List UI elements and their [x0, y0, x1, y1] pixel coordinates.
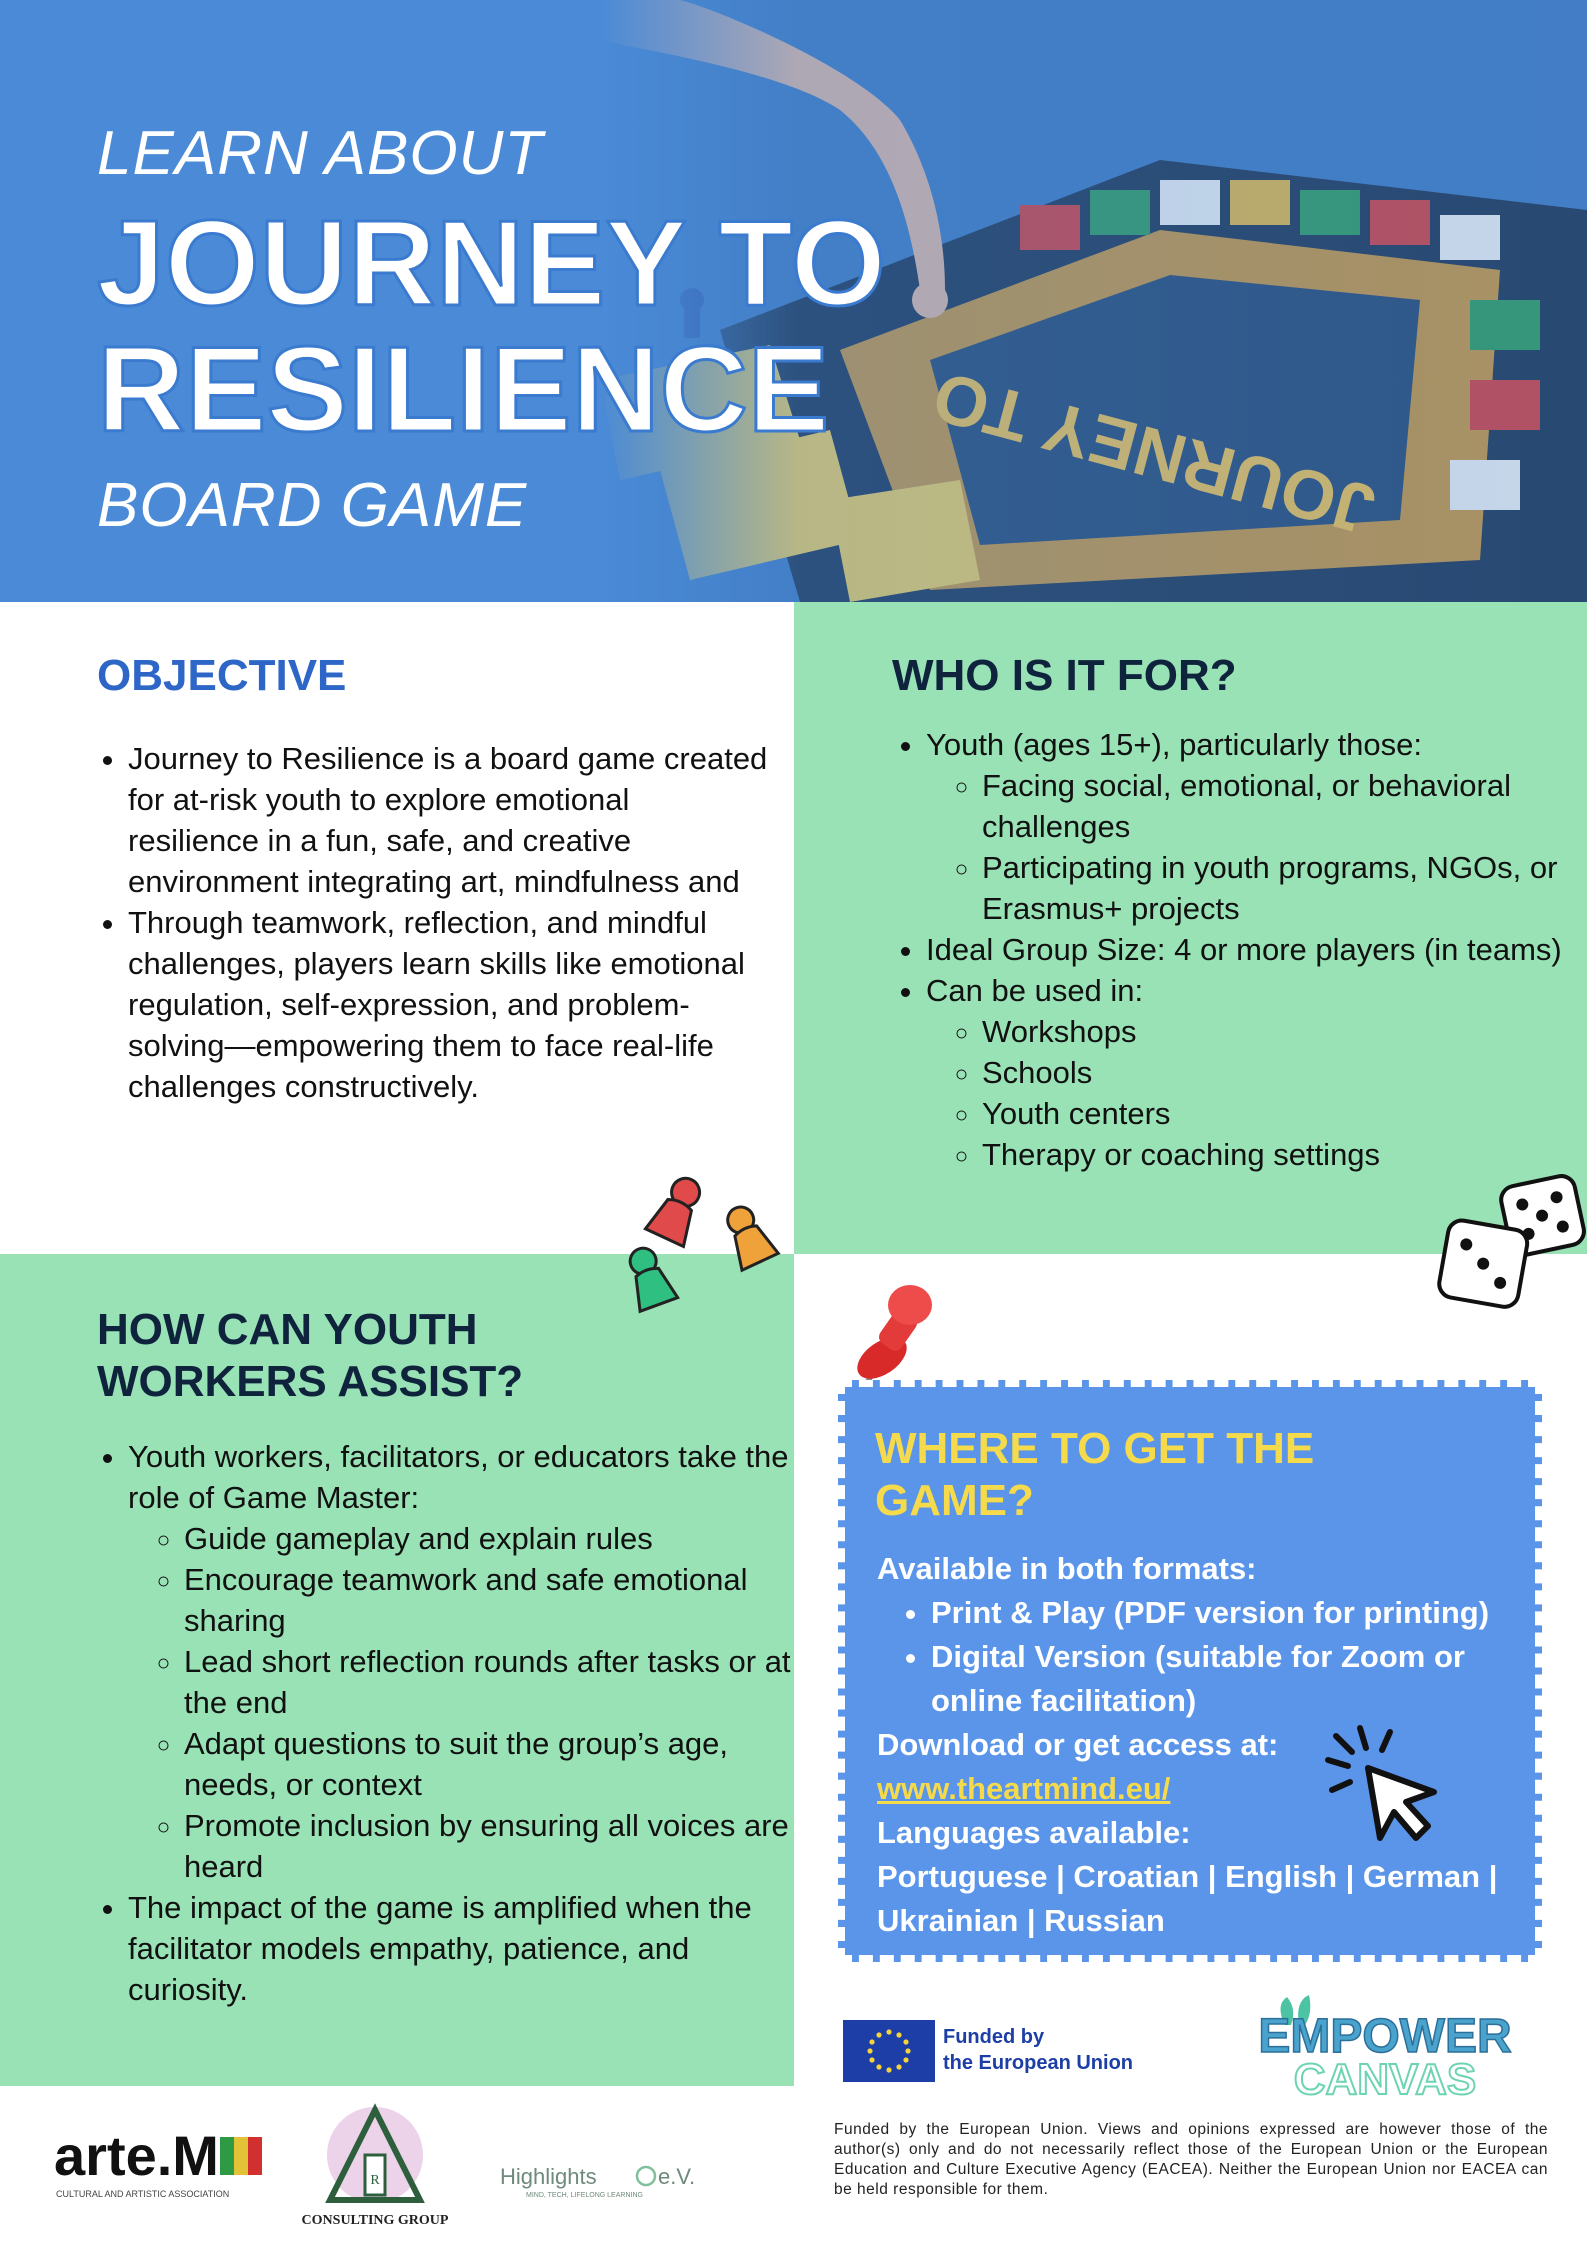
dice-icon	[1435, 1170, 1587, 1320]
sub-list-item: ◦ Promote inclusion by ensuring all voices are heard	[184, 1805, 808, 1887]
sub-list-item: ◦ Participating in youth programs, NGOs, or Erasmus+ projects	[982, 847, 1586, 929]
sub-list	[128, 1518, 808, 1887]
format-item: • Digital Version (suitable for Zoom or online facilitation)	[931, 1635, 1537, 1723]
list-item-text: Youth workers, facilitators, or educators take the role of Game Master:	[128, 1439, 789, 1515]
eu-funding-logo	[843, 2020, 1153, 2090]
formats-label: Available in both formats:	[877, 1551, 1257, 1586]
list-item-text: Can be used in:	[926, 973, 1144, 1008]
arte-m-logo	[52, 2125, 272, 2205]
sub-list-item: ◦ Workshops	[982, 1011, 1586, 1052]
arte-subtitle: CULTURAL AND ARTISTIC ASSOCIATION	[56, 2189, 230, 2199]
empower-canvas-logo	[1245, 1990, 1525, 2100]
list-item: • Through teamwork, reflection, and mindful challenges, players learn skills like emotional regulation, self-expression, and problem-solving—empowering them to face real-life challenges constructively.	[128, 902, 768, 1107]
eu-disclaimer: Funded by the European Union. Views and opinions expressed are however those of the author(s) only and do not necessarily reflect those of the European Union or the European Education and Culture Executive Agency (EACEA). Neither the European Union nor EACEA can be held responsible for them.	[834, 2121, 1548, 2198]
list-item: • Journey to Resilience is a board game created for at-risk youth to explore emotional resilience in a fun, safe, and creative environment integrating art, mindfulness and	[128, 738, 768, 902]
highlights-text: Highlights	[500, 2164, 597, 2189]
heading-line: WHERE TO GET THE	[875, 1424, 1315, 1473]
list-item: • The impact of the game is amplified when the facilitator models empathy, patience, and curiosity.	[128, 1887, 808, 2010]
sub-list-item: ◦ Guide gameplay and explain rules	[184, 1518, 808, 1559]
empower-text: EMPOWER	[1258, 2010, 1512, 2063]
heading-line: WORKERS ASSIST?	[97, 1357, 524, 1406]
title-line-2: RESILIENCE	[97, 321, 830, 457]
list-item: • Ideal Group Size: 4 or more players (in teams)	[926, 929, 1586, 970]
list-item	[926, 724, 1586, 929]
sub-list-item: ◦ Facing social, emotional, or behavioral challenges	[982, 765, 1586, 847]
who-for-heading: WHO IS IT FOR?	[892, 651, 1237, 700]
list-item	[128, 1436, 808, 1887]
consulting-mark: R	[370, 2173, 380, 2188]
who-for-list	[892, 724, 1586, 1175]
languages-list: Portuguese | Croatian | English | German | Ukrainian | Russian	[877, 1859, 1498, 1938]
hero-header	[0, 0, 1587, 602]
sub-list	[926, 1011, 1586, 1175]
arte-logo-text: arte.M	[54, 2125, 219, 2187]
objective-list	[94, 738, 768, 1107]
sub-list-item: ◦ Youth centers	[982, 1093, 1586, 1134]
languages-label: Languages available:	[877, 1815, 1191, 1850]
objective-section	[0, 602, 794, 1254]
highlights-logo	[498, 2160, 728, 2200]
eu-funded-text	[943, 2024, 1133, 2076]
eu-flag-icon	[843, 2020, 935, 2082]
pre-title: LEARN ABOUT	[97, 119, 544, 188]
highlights-suffix: e.V.	[658, 2164, 696, 2189]
pawns-icon	[620, 1170, 800, 1330]
eu-text-line: the European Union	[943, 2052, 1133, 2074]
who-for-section	[794, 602, 1587, 1254]
consulting-text: CONSULTING GROUP	[301, 2213, 449, 2228]
where-heading	[875, 1423, 1314, 1527]
sub-list	[926, 765, 1586, 929]
sub-list-item: ◦ Adapt questions to suit the group’s age, needs, or context	[184, 1723, 808, 1805]
sub-list-item: ◦ Schools	[982, 1052, 1586, 1093]
title-line-1: JOURNEY TO	[97, 195, 886, 331]
where-to-get-box	[838, 1380, 1542, 1962]
canvas-text: CANVAS	[1293, 2055, 1477, 2100]
page-title	[97, 195, 886, 457]
cursor-click-icon	[1320, 1720, 1450, 1850]
highlights-tagline: MIND, TECH, LIFELONG LEARNING	[526, 2192, 643, 2199]
formats-list	[877, 1591, 1537, 1723]
sub-list-item: ◦ Therapy or coaching settings	[982, 1134, 1586, 1175]
website-link[interactable]: www.theartmind.eu/	[877, 1771, 1171, 1806]
how-can-list	[94, 1436, 808, 2010]
how-can-heading	[97, 1304, 523, 1408]
consulting-group-logo	[300, 2100, 450, 2230]
sub-list-item: ◦ Encourage teamwork and safe emotional sharing	[184, 1559, 808, 1641]
list-item-text: Youth (ages 15+), particularly those:	[926, 727, 1423, 762]
format-item: • Print & Play (PDF version for printing)	[931, 1591, 1537, 1635]
how-can-section	[0, 1254, 794, 2086]
download-label: Download or get access at:	[877, 1727, 1279, 1762]
sub-list-item: ◦ Lead short reflection rounds after tasks or at the end	[184, 1641, 808, 1723]
list-item	[926, 970, 1586, 1175]
eu-text-line: Funded by	[943, 2026, 1045, 2048]
heading-line: HOW CAN YOUTH	[97, 1305, 478, 1354]
post-title: BOARD GAME	[97, 471, 528, 540]
heading-line: GAME?	[875, 1476, 1034, 1525]
objective-heading: OBJECTIVE	[97, 651, 347, 700]
